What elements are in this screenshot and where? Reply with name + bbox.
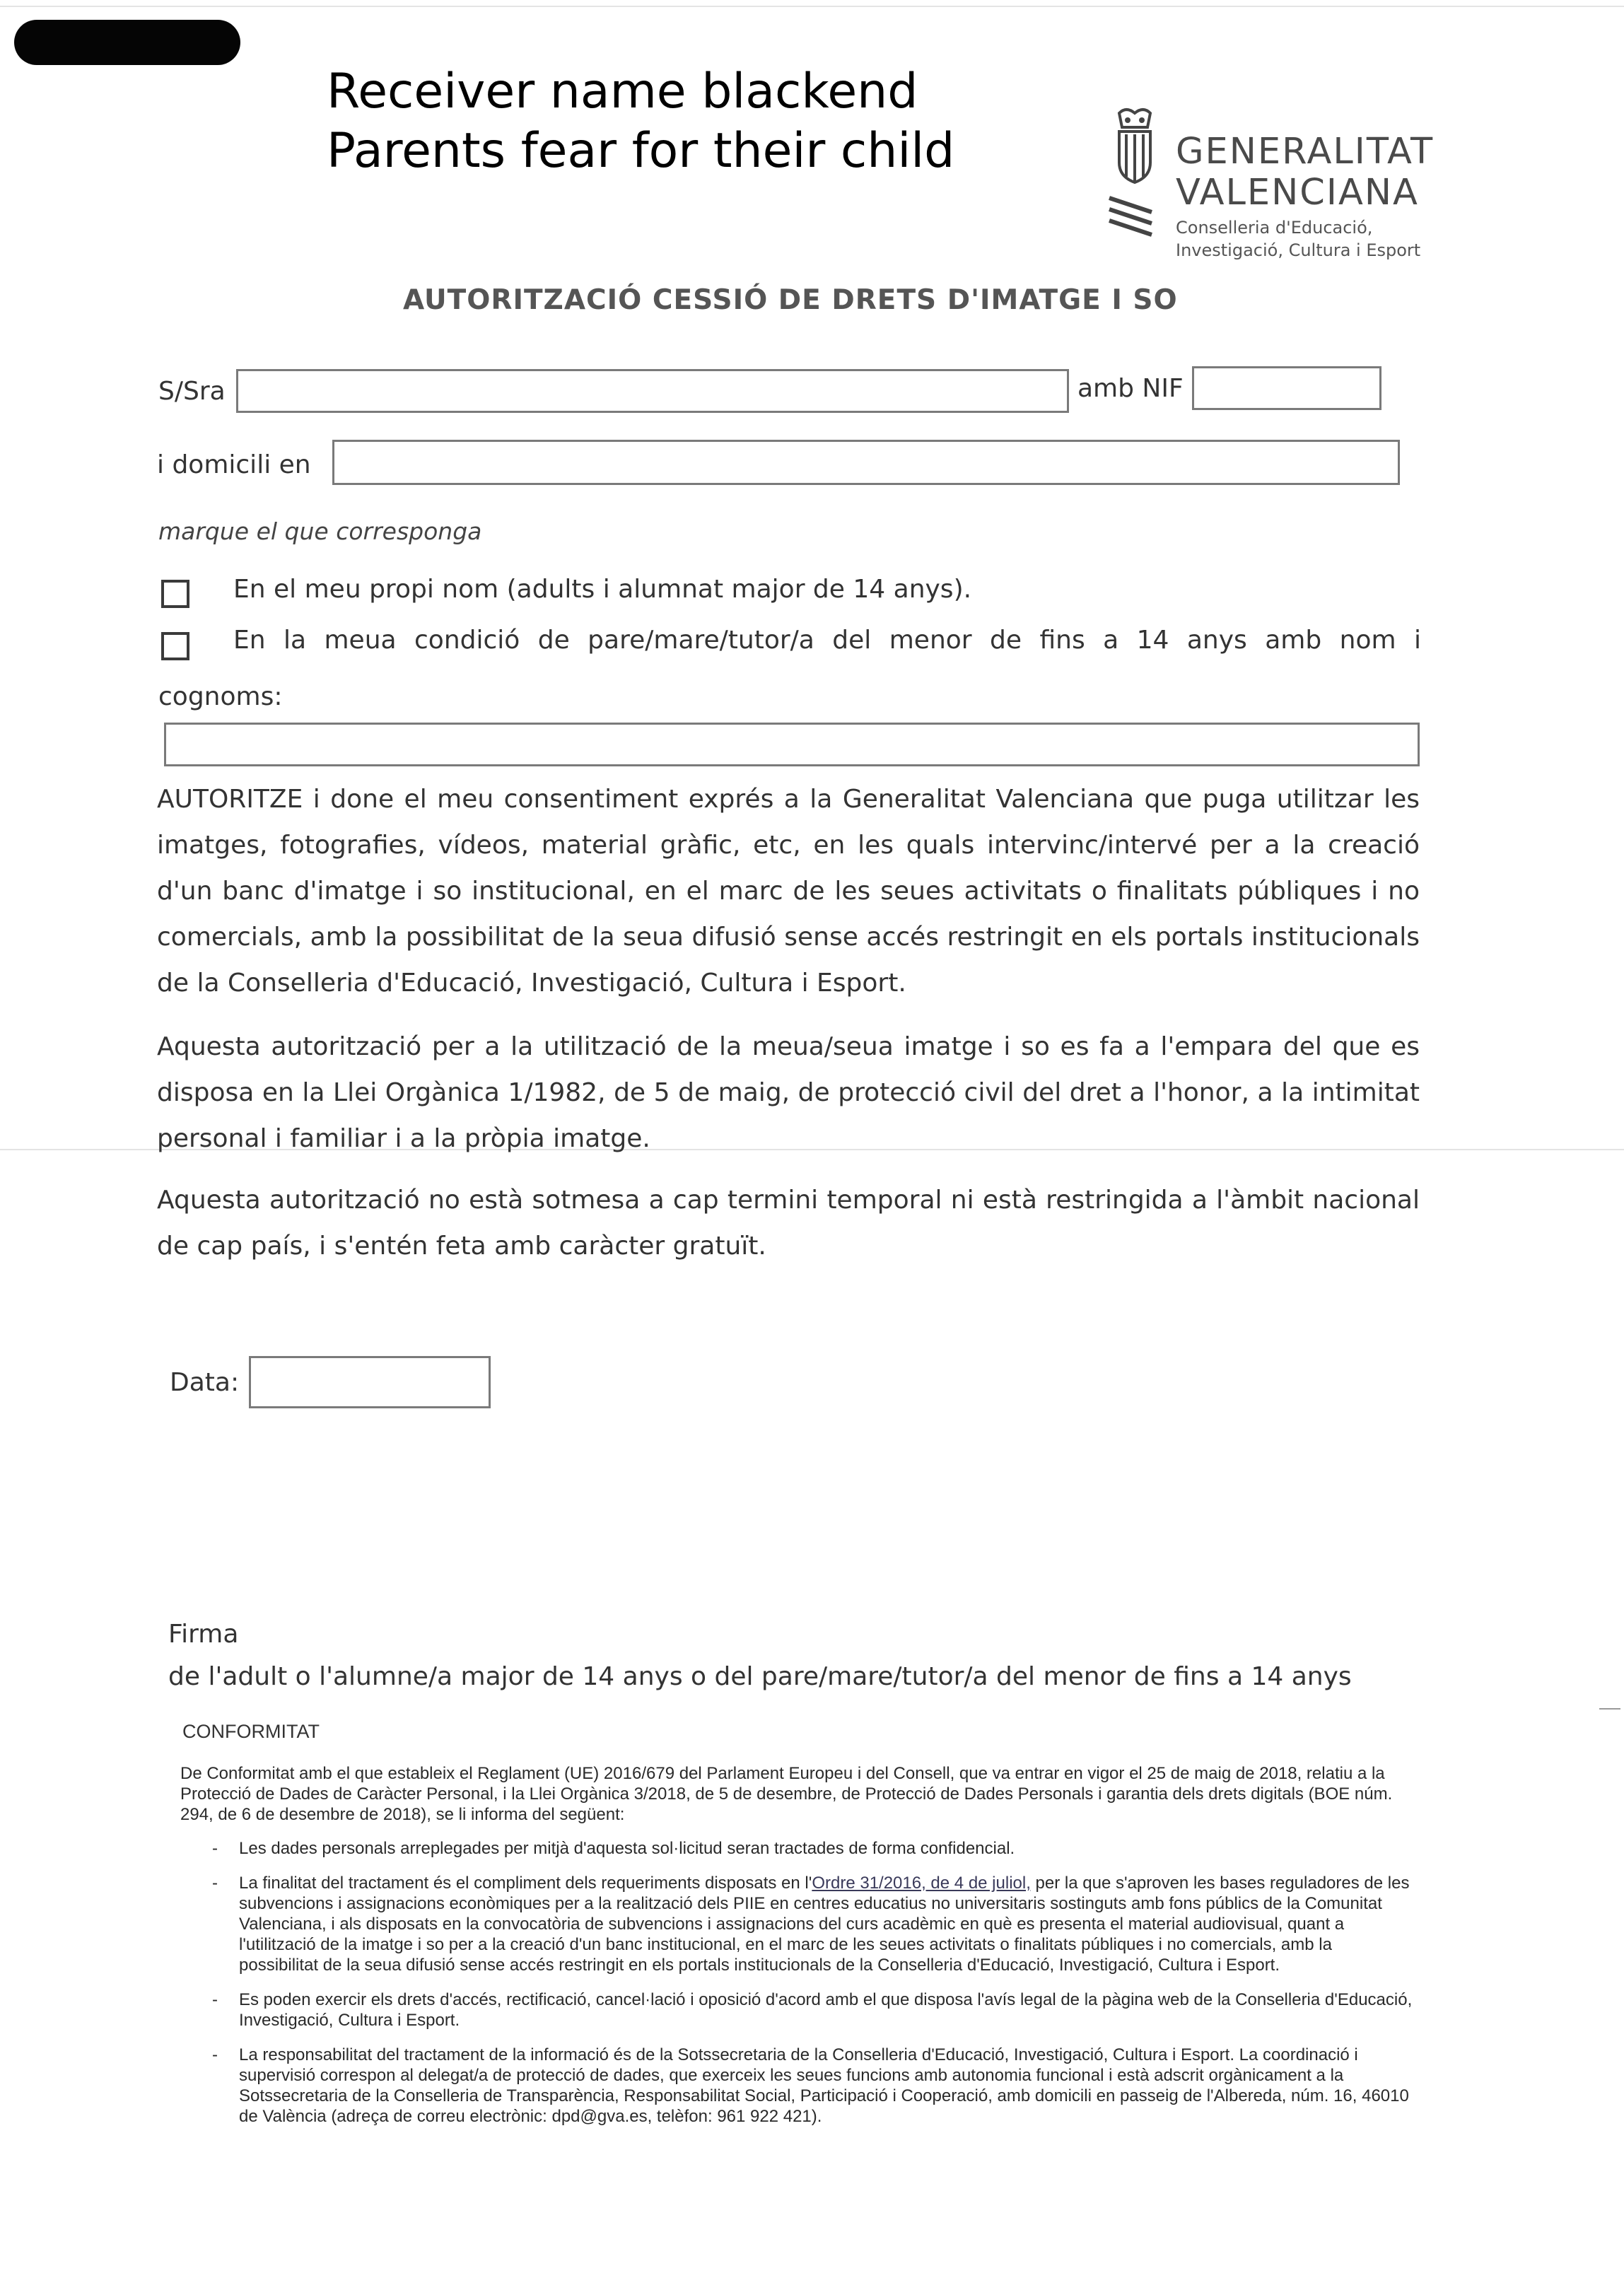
logo-department [1176, 216, 1420, 262]
generalitat-logo [1106, 106, 1435, 269]
address-field[interactable] [332, 440, 1400, 485]
logo-dept-line-1: Conselleria d'Educació, [1176, 218, 1373, 238]
address-label: i domicili en [157, 450, 311, 479]
name-label: S/Sra [158, 377, 226, 406]
list-item [212, 1873, 1414, 1975]
option-guardian-label: En la meua condició de pare/mare/tutor/a del menor de fins a 14 anys amb nom i [233, 626, 1421, 655]
logo-name-line-1: GENERALITAT [1176, 131, 1435, 173]
conformitat-list [212, 1838, 1414, 2141]
logo-name [1176, 132, 1434, 214]
list-item: - Es poden exercir els drets d'accés, rectificació, cancel·lació i oposició d'acord amb el que disposa l'avís legal de la pàgina web de la Conselleria d'Educació, Investigació, Cultura i Esport. [212, 1989, 1414, 2030]
logo-dept-line-2: Investigació, Cultura i Esport [1176, 240, 1421, 260]
date-label: Data: [170, 1368, 240, 1397]
logo-name-line-2: VALENCIANA [1176, 172, 1419, 214]
list-item-text: per la que s'aproven les bases reguladores de les subvencions i assignacions econòmiques per a la realització dels PIIE en centres educatius no universitaris sostinguts amb fons públics de la Comunitat Valenciana, i als disposats en la convocatòria de subvencions i assignacions del curs acadèmic en què es presenta el material audiovisual, quant a l'utilització de la imatge i so per a la creació d'un banc institucional, en el marc de les seues activitats o finalitats públiques i no comercials, amb la possibilitat de la seua difusió sense accés restringit en els portals institucionals de la Conselleria d'Educació, Investigació, Cultura i Esport. [239, 1874, 1410, 1975]
option-guardian-label-cont: cognoms: [158, 682, 283, 711]
list-item: - Les dades personals arreplegades per mitjà d'aquesta sol·licitud seran tractades de forma confidencial. [212, 1838, 1414, 1859]
redaction-block [14, 20, 240, 65]
consent-paragraph: AUTORITZE i done el meu consentiment exprés a la Generalitat Valenciana que puga utilitzar les imatges, fotografies, vídeos, material gràfic, etc, en les quals intervinc/intervé per a la creació d'un banc d'imatge i so institucional, en el marc de les seues activitats o finalitats públiques i no comercials, amb la possibilitat de la seua difusió sense accés restringit en els portals institucionals de la Conselleria d'Educació, Investigació, Cultura i Esport. [157, 785, 1420, 998]
annotation-text [327, 62, 954, 181]
option-guardian-checkbox[interactable] [161, 632, 189, 660]
scan-mark [1599, 1708, 1620, 1710]
ordre-link[interactable]: Ordre 31/2016, de 4 de juliol, [812, 1874, 1031, 1893]
annotation-line-2: Parents fear for their child [327, 123, 955, 179]
signature-sublabel: de l'adult o l'alumne/a major de 14 anys o del pare/mare/tutor/a del menor de fins a 14 anys [168, 1662, 1352, 1691]
conformitat-title: CONFORMITAT [182, 1721, 320, 1742]
nif-field[interactable] [1192, 366, 1381, 410]
conformitat-intro: De Conformitat amb el que estableix el Reglament (UE) 2016/679 del Parlament Europeu i del Consell, que va entrar en vigor el 25 de maig de 2018, relatiu a la Protecció de Dades de Caràcter Personal, i la Llei Orgànica 3/2018, de 5 de desembre, de Protecció de Dades Personals i garantia dels drets digitals (BOE núm. 294, de 6 de desembre de 2018), se li informa del següent: [180, 1764, 1393, 1824]
child-name-field[interactable] [164, 723, 1420, 766]
option-own-name-checkbox[interactable] [161, 580, 189, 608]
coat-of-arms-icon [1106, 106, 1170, 240]
signature-label: Firma [168, 1620, 239, 1649]
form-title: AUTORITZACIÓ CESSIÓ DE DRETS D'IMATGE I SO [403, 284, 1178, 316]
option-own-name-label: En el meu propi nom (adults i alumnat major de 14 anys). [233, 575, 972, 604]
annotation-line-1: Receiver name blackend [327, 64, 918, 119]
scan-edge-top [0, 6, 1624, 7]
select-hint: marque el que corresponga [158, 518, 482, 545]
list-item: - La responsabilitat del tractament de la informació és de la Sotssecretaria de la Conselleria d'Educació, Investigació, Cultura i Esport. La coordinació i supervisió correspon al delegat/a de protecció de dades, que exerceix les seues funcions amb autonomia funcional i està adscrit orgànicament a la Sotssecretaria de la Conselleria de Transparència, Responsabilitat Social, Participació i Cooperació, amb domicili en passeig de l'Albereda, núm. 16, 46010 de València (adreça de correu electrònic: dpd@gva.es, telèfon: 961 922 421). [212, 2045, 1414, 2127]
nif-label: amb NIF [1077, 374, 1184, 403]
list-item-text: La finalitat del tractament és el compliment dels requeriments disposats en l' [239, 1874, 812, 1893]
date-field[interactable] [249, 1356, 491, 1408]
term-paragraph: Aquesta autorització no està sotmesa a cap termini temporal ni està restringida a l'àmbit nacional de cap país, i s'entén feta amb caràcter gratuït. [157, 1186, 1420, 1261]
name-field[interactable] [236, 369, 1069, 413]
legal-basis-paragraph: Aquesta autorització per a la utilització de la meua/seua imatge i so es fa a l'empara del que es disposa en la Llei Orgànica 1/1982, de 5 de maig, de protecció civil del dret a l'honor, a la intimitat personal i familiar i a la pròpia imatge. [157, 1032, 1420, 1153]
